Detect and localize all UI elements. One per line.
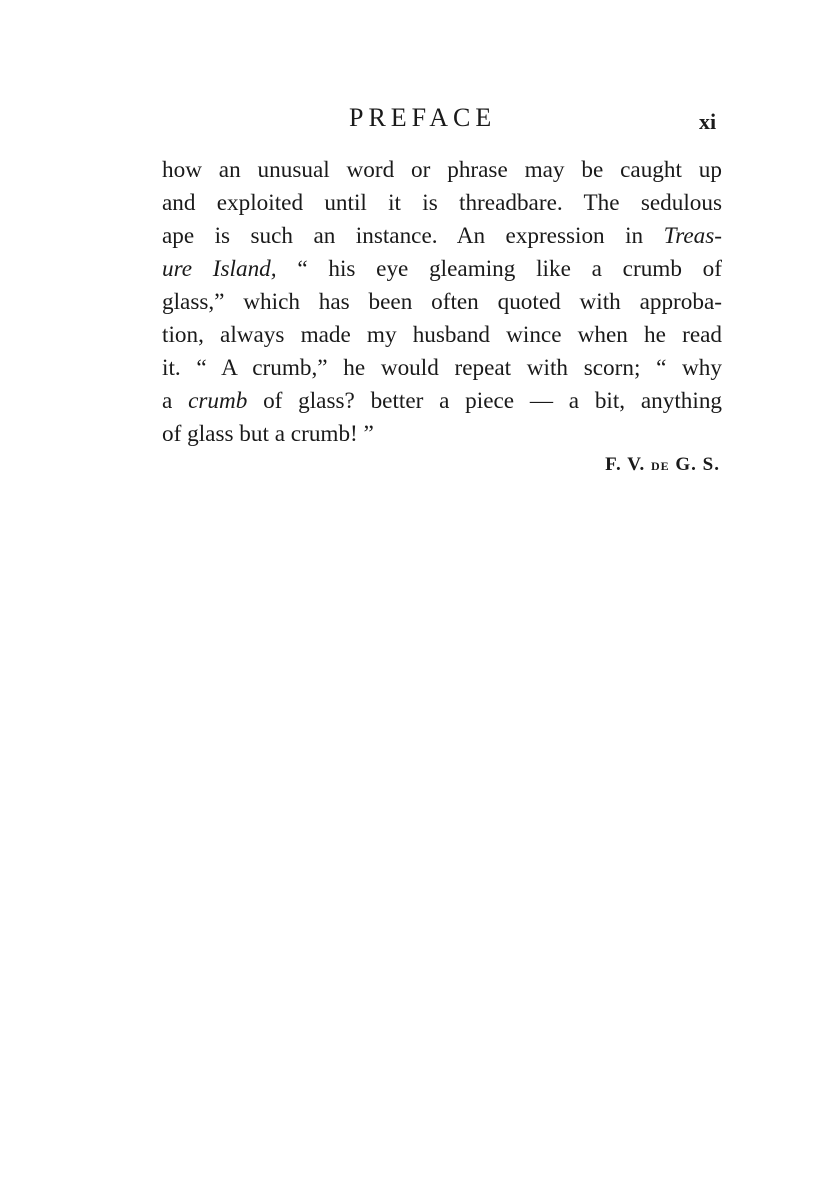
book-title-italic: ure Island,	[162, 256, 277, 282]
emphasis-italic: crumb	[188, 388, 248, 414]
page-header	[0, 98, 840, 138]
text-segment: of glass? better a piece — a bit, anything	[263, 388, 723, 414]
preface-paragraph	[162, 154, 722, 451]
text-segment: “ his eye gleaming like a crumb of	[297, 256, 722, 282]
text-line	[162, 220, 722, 253]
text-line	[162, 385, 722, 418]
running-title: PREFACE	[349, 103, 497, 132]
text-line: of glass but a crumb! ”	[162, 421, 374, 447]
text-segment: ape is such an instance. An expression in	[162, 223, 644, 249]
signature-initials: F. V.	[605, 454, 646, 475]
text-line	[162, 253, 722, 286]
text-line: it. “ A crumb,” he would repeat with scorn; “ why	[162, 355, 722, 381]
text-line: glass,” which has been often quoted with approba-	[162, 289, 722, 315]
text-line: tion, always made my husband wince when he read	[162, 322, 722, 348]
author-signature	[605, 450, 720, 481]
text-line: how an unusual word or phrase may be caught up	[162, 157, 722, 183]
text-segment: a	[162, 388, 173, 414]
page-number: xi	[699, 109, 717, 134]
signature-particle: DE	[650, 459, 670, 473]
text-line: and exploited until it is threadbare. The sedulous	[162, 190, 722, 216]
book-title-italic: Treas-	[663, 223, 722, 249]
signature-initials: G. S.	[675, 454, 720, 475]
